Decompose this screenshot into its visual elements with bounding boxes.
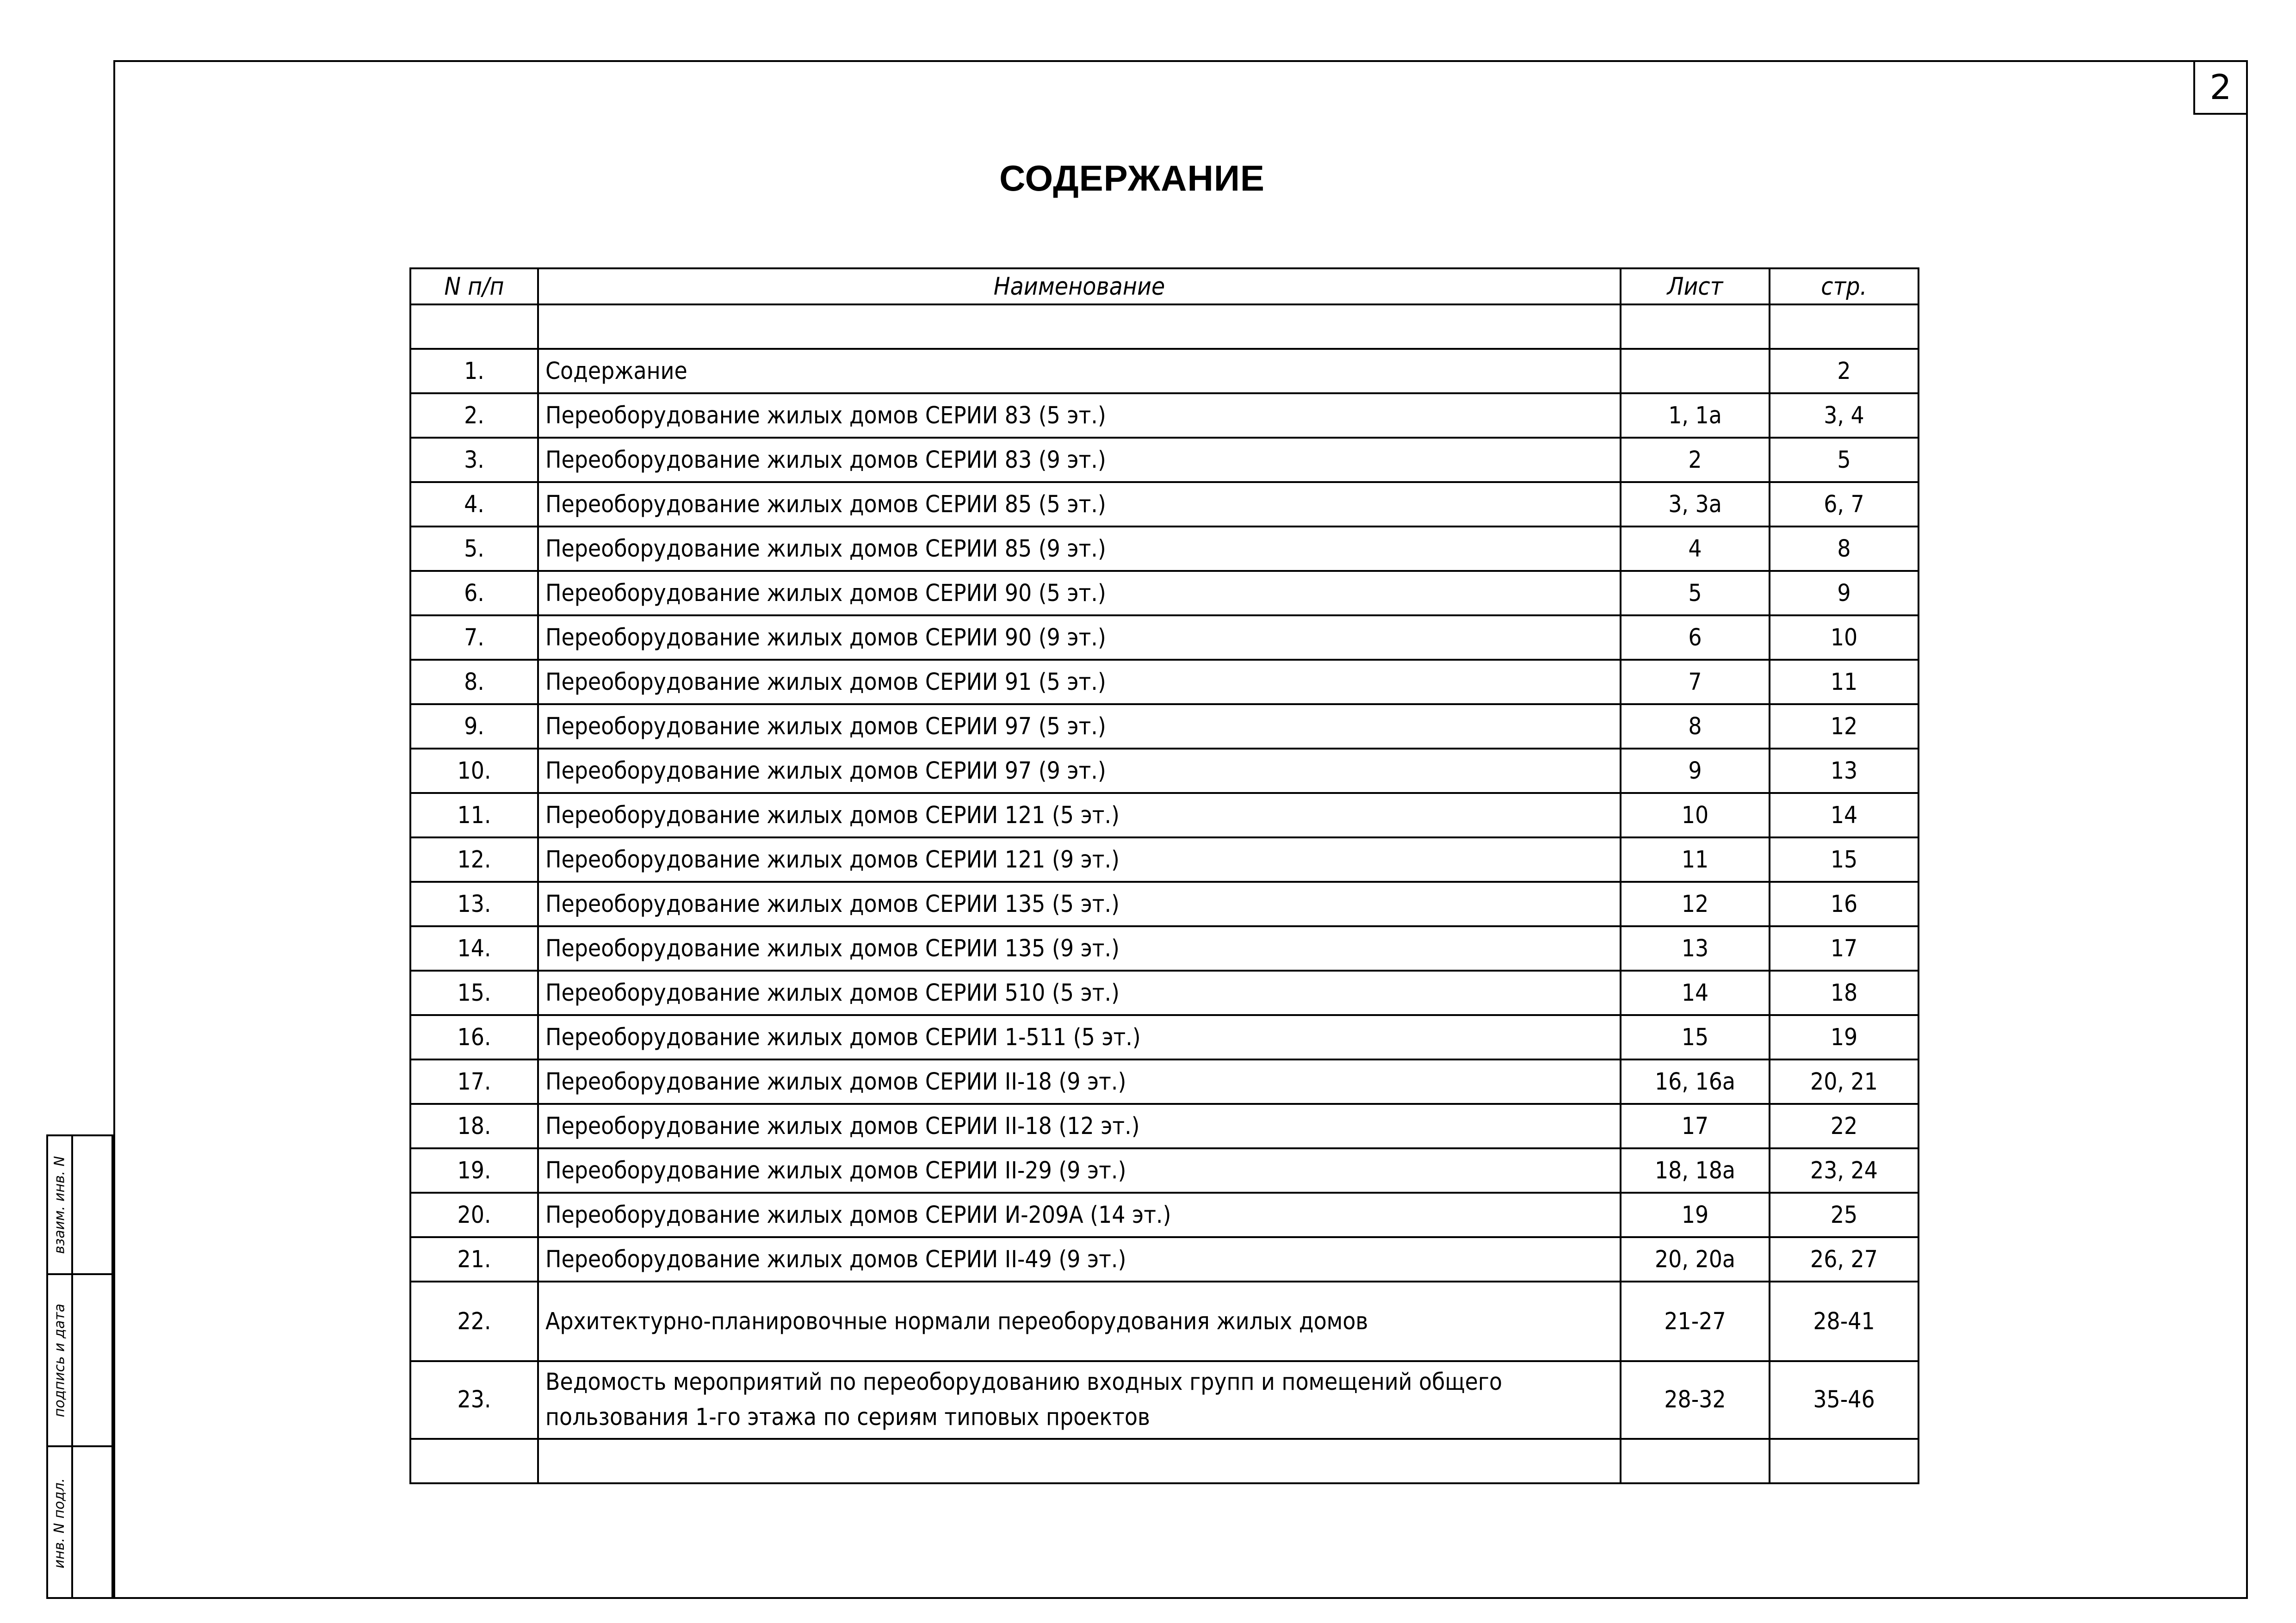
row-number: 6. bbox=[410, 571, 538, 615]
table-row bbox=[410, 1282, 1918, 1361]
row-page: 35-46 bbox=[1770, 1361, 1918, 1439]
stamp-divider bbox=[71, 1136, 73, 1597]
row-name: Переоборудование жилых домов СЕРИИ 121 (5 эт.) bbox=[538, 793, 1621, 837]
side-stamp bbox=[46, 1134, 113, 1599]
table-header-row bbox=[410, 268, 1918, 304]
row-page: 9 bbox=[1770, 571, 1918, 615]
row-number: 9. bbox=[410, 704, 538, 749]
row-page: 12 bbox=[1770, 704, 1918, 749]
table-row bbox=[410, 926, 1918, 971]
table-row bbox=[410, 482, 1918, 527]
table-row bbox=[410, 349, 1918, 393]
row-page: 19 bbox=[1770, 1015, 1918, 1059]
row-page: 20, 21 bbox=[1770, 1059, 1918, 1104]
table-row-empty-top bbox=[410, 304, 1918, 349]
row-number: 2. bbox=[410, 393, 538, 438]
row-name: Переоборудование жилых домов СЕРИИ 85 (5 эт.) bbox=[538, 482, 1621, 527]
row-page: 6, 7 bbox=[1770, 482, 1918, 527]
row-name: Переоборудование жилых домов СЕРИИ 83 (5 эт.) bbox=[538, 393, 1621, 438]
row-page: 2 bbox=[1770, 349, 1918, 393]
row-number: 12. bbox=[410, 837, 538, 882]
row-sheet: 2 bbox=[1621, 438, 1770, 482]
row-number: 10. bbox=[410, 749, 538, 793]
row-page: 5 bbox=[1770, 438, 1918, 482]
row-page: 28-41 bbox=[1770, 1282, 1918, 1361]
table-row bbox=[410, 704, 1918, 749]
stamp-cell-1 bbox=[49, 1136, 70, 1273]
table-row bbox=[410, 793, 1918, 837]
table-row bbox=[410, 882, 1918, 926]
row-name: Содержание bbox=[538, 349, 1621, 393]
empty-cell bbox=[1770, 1439, 1918, 1483]
row-name: Переоборудование жилых домов СЕРИИ И-209А (14 эт.) bbox=[538, 1193, 1621, 1237]
row-page: 3, 4 bbox=[1770, 393, 1918, 438]
row-number: 5. bbox=[410, 527, 538, 571]
empty-cell bbox=[1770, 304, 1918, 349]
row-number: 4. bbox=[410, 482, 538, 527]
row-number: 18. bbox=[410, 1104, 538, 1148]
table-row bbox=[410, 393, 1918, 438]
empty-cell bbox=[1621, 1439, 1770, 1483]
row-number: 20. bbox=[410, 1193, 538, 1237]
contents-table bbox=[409, 267, 1919, 1484]
stamp-label: подпись и дата bbox=[51, 1303, 68, 1417]
row-page: 26, 27 bbox=[1770, 1237, 1918, 1282]
row-sheet: 28-32 bbox=[1621, 1361, 1770, 1439]
row-name: Переоборудование жилых домов СЕРИИ II-29 (9 эт.) bbox=[538, 1148, 1621, 1193]
row-page: 8 bbox=[1770, 527, 1918, 571]
row-name: Переоборудование жилых домов СЕРИИ 1-511 (5 эт.) bbox=[538, 1015, 1621, 1059]
row-sheet: 16, 16а bbox=[1621, 1059, 1770, 1104]
stamp-label: взаим. инв. N bbox=[51, 1156, 68, 1254]
table-row-empty-bottom bbox=[410, 1439, 1918, 1483]
table-row bbox=[410, 837, 1918, 882]
row-sheet: 20, 20а bbox=[1621, 1237, 1770, 1282]
row-name: Архитектурно-планировочные нормали переоборудования жилых домов bbox=[538, 1282, 1621, 1361]
row-sheet: 21-27 bbox=[1621, 1282, 1770, 1361]
row-name: Переоборудование жилых домов СЕРИИ 510 (5 эт.) bbox=[538, 971, 1621, 1015]
row-page: 10 bbox=[1770, 615, 1918, 660]
table-row bbox=[410, 1015, 1918, 1059]
table-row bbox=[410, 1237, 1918, 1282]
row-name: Переоборудование жилых домов СЕРИИ 90 (5 эт.) bbox=[538, 571, 1621, 615]
row-name: Переоборудование жилых домов СЕРИИ 97 (5 эт.) bbox=[538, 704, 1621, 749]
row-name: Переоборудование жилых домов СЕРИИ 91 (5 эт.) bbox=[538, 660, 1621, 704]
header-sheet: Лист bbox=[1621, 268, 1770, 304]
row-name: Переоборудование жилых домов СЕРИИ 85 (9 эт.) bbox=[538, 527, 1621, 571]
row-name: Переоборудование жилых домов СЕРИИ 83 (9 эт.) bbox=[538, 438, 1621, 482]
table-row bbox=[410, 1059, 1918, 1104]
row-name: Переоборудование жилых домов СЕРИИ 90 (9 эт.) bbox=[538, 615, 1621, 660]
page-number: 2 bbox=[2193, 60, 2248, 115]
row-page: 23, 24 bbox=[1770, 1148, 1918, 1193]
row-sheet: 5 bbox=[1621, 571, 1770, 615]
row-number: 22. bbox=[410, 1282, 538, 1361]
empty-cell bbox=[410, 1439, 538, 1483]
table-row bbox=[410, 971, 1918, 1015]
header-name: Наименование bbox=[538, 268, 1621, 304]
row-name: Переоборудование жилых домов СЕРИИ 135 (5 эт.) bbox=[538, 882, 1621, 926]
row-sheet: 8 bbox=[1621, 704, 1770, 749]
row-sheet: 17 bbox=[1621, 1104, 1770, 1148]
row-number: 15. bbox=[410, 971, 538, 1015]
row-sheet: 3, 3а bbox=[1621, 482, 1770, 527]
document-title: СОДЕРЖАНИЕ bbox=[999, 158, 1265, 198]
row-page: 22 bbox=[1770, 1104, 1918, 1148]
row-sheet: 14 bbox=[1621, 971, 1770, 1015]
row-name: Переоборудование жилых домов СЕРИИ II-18 (9 эт.) bbox=[538, 1059, 1621, 1104]
row-number: 23. bbox=[410, 1361, 538, 1439]
table-row bbox=[410, 749, 1918, 793]
row-name: Переоборудование жилых домов СЕРИИ 121 (9 эт.) bbox=[538, 837, 1621, 882]
row-page: 14 bbox=[1770, 793, 1918, 837]
row-name: Переоборудование жилых домов СЕРИИ II-49 (9 эт.) bbox=[538, 1237, 1621, 1282]
empty-cell bbox=[538, 304, 1621, 349]
row-sheet: 6 bbox=[1621, 615, 1770, 660]
row-page: 13 bbox=[1770, 749, 1918, 793]
row-sheet: 1, 1а bbox=[1621, 393, 1770, 438]
row-sheet: 4 bbox=[1621, 527, 1770, 571]
row-sheet: 9 bbox=[1621, 749, 1770, 793]
row-page: 16 bbox=[1770, 882, 1918, 926]
empty-cell bbox=[410, 304, 538, 349]
row-sheet: 19 bbox=[1621, 1193, 1770, 1237]
header-page: стр. bbox=[1770, 268, 1918, 304]
table-row bbox=[410, 1104, 1918, 1148]
row-number: 17. bbox=[410, 1059, 538, 1104]
row-page: 15 bbox=[1770, 837, 1918, 882]
row-number: 14. bbox=[410, 926, 538, 971]
table-row bbox=[410, 438, 1918, 482]
row-page: 17 bbox=[1770, 926, 1918, 971]
table-row bbox=[410, 1193, 1918, 1237]
row-sheet: 13 bbox=[1621, 926, 1770, 971]
row-name: Ведомость мероприятий по переоборудованию входных групп и помещений общего пользования 1-го этажа по сериям типовых проектов bbox=[538, 1361, 1621, 1439]
row-number: 1. bbox=[410, 349, 538, 393]
table-row bbox=[410, 571, 1918, 615]
row-sheet bbox=[1621, 349, 1770, 393]
row-number: 7. bbox=[410, 615, 538, 660]
table-row bbox=[410, 1361, 1918, 1439]
stamp-cell-3 bbox=[49, 1447, 70, 1599]
row-sheet: 7 bbox=[1621, 660, 1770, 704]
header-num: N п/п bbox=[410, 268, 538, 304]
row-number: 8. bbox=[410, 660, 538, 704]
table-row bbox=[410, 1148, 1918, 1193]
row-page: 18 bbox=[1770, 971, 1918, 1015]
row-sheet: 11 bbox=[1621, 837, 1770, 882]
row-sheet: 12 bbox=[1621, 882, 1770, 926]
row-sheet: 18, 18а bbox=[1621, 1148, 1770, 1193]
row-number: 21. bbox=[410, 1237, 538, 1282]
table-row bbox=[410, 615, 1918, 660]
stamp-label: инв. N подл. bbox=[51, 1478, 68, 1568]
empty-cell bbox=[538, 1439, 1621, 1483]
stamp-cell-2 bbox=[49, 1275, 70, 1445]
row-page: 11 bbox=[1770, 660, 1918, 704]
row-number: 3. bbox=[410, 438, 538, 482]
row-number: 13. bbox=[410, 882, 538, 926]
row-sheet: 10 bbox=[1621, 793, 1770, 837]
table-row bbox=[410, 527, 1918, 571]
row-number: 19. bbox=[410, 1148, 538, 1193]
row-name: Переоборудование жилых домов СЕРИИ 135 (9 эт.) bbox=[538, 926, 1621, 971]
row-name: Переоборудование жилых домов СЕРИИ II-18 (12 эт.) bbox=[538, 1104, 1621, 1148]
table-row bbox=[410, 660, 1918, 704]
row-number: 16. bbox=[410, 1015, 538, 1059]
row-name: Переоборудование жилых домов СЕРИИ 97 (9 эт.) bbox=[538, 749, 1621, 793]
row-page: 25 bbox=[1770, 1193, 1918, 1237]
row-sheet: 15 bbox=[1621, 1015, 1770, 1059]
empty-cell bbox=[1621, 304, 1770, 349]
row-number: 11. bbox=[410, 793, 538, 837]
